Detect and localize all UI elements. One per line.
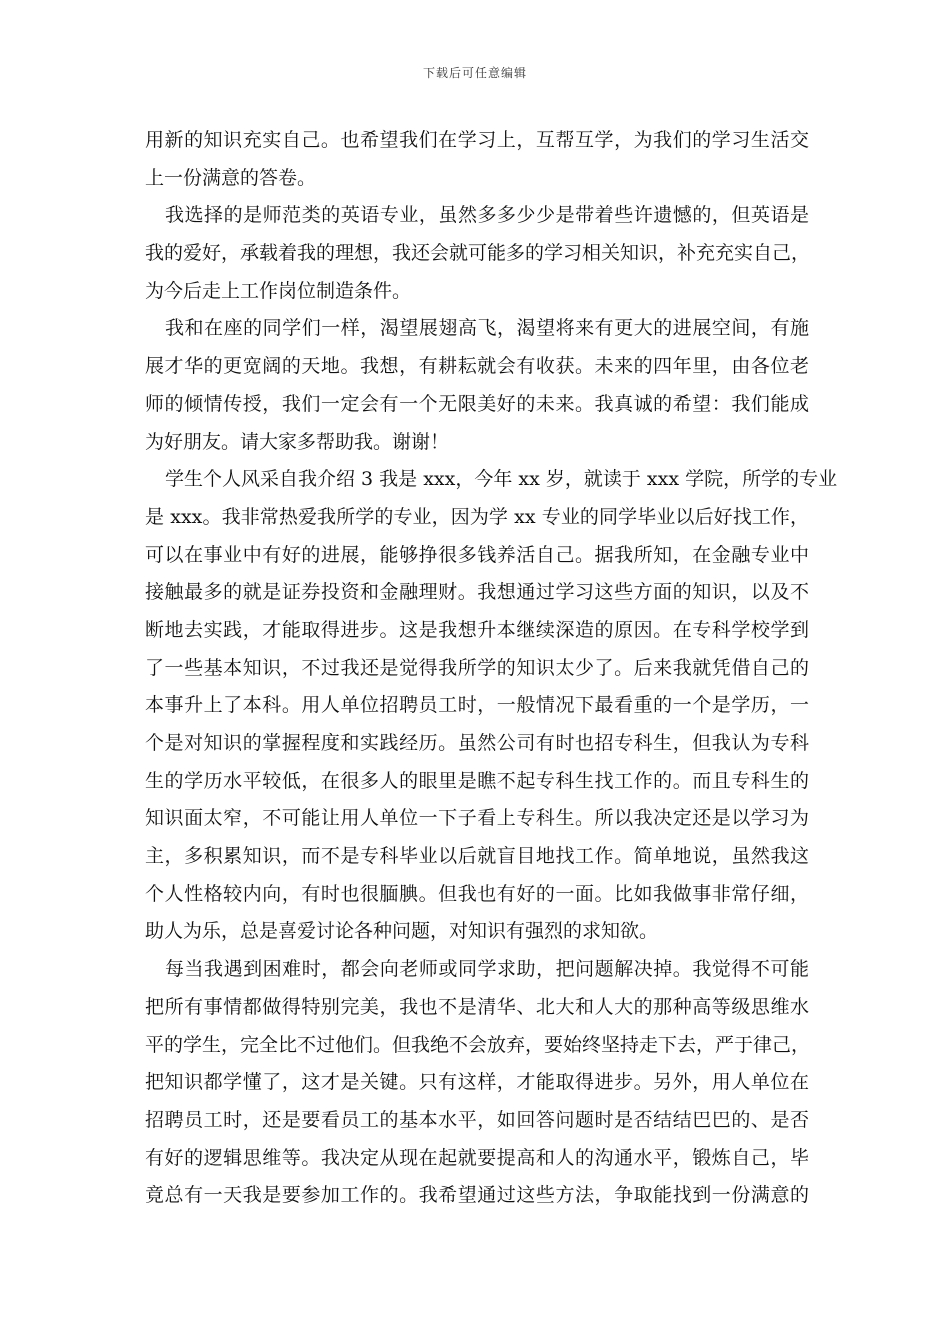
text-line: 上一份满意的答卷。	[145, 166, 317, 189]
text-line: 我的爱好，承载着我的理想，我还会就可能多的学习相关知识，补充充实自己，	[145, 242, 811, 265]
text-line: 是 xxx。我非常热爱我所学的专业，因为学 xx 专业的同学毕业以后好找工作，	[145, 505, 809, 528]
text-line: 每当我遇到困难时，都会向老师或同学求助，把问题解决掉。我觉得不可能	[165, 958, 809, 981]
text-line: 了一些基本知识，不过我还是觉得我所学的知识太少了。后来我就凭借自己的	[145, 656, 809, 679]
text-line: 生的学历水平较低，在很多人的眼里是瞧不起专科生找工作的。而且专科生的	[145, 769, 809, 792]
text-line: 可以在事业中有好的进展，能够挣很多钱养活自己。据我所知，在金融专业中	[145, 543, 809, 566]
text-line: 为好朋友。请大家多帮助我。谢谢！	[145, 430, 450, 453]
text-line: 学生个人风采自我介绍 3 我是 xxx，今年 xx 岁，就读于 xxx 学院，所学的专业	[165, 468, 838, 491]
text-line: 为今后走上工作岗位制造条件。	[145, 279, 412, 302]
text-line: 师的倾情传授，我们一定会有一个无限美好的未来。我真诚的希望：我们能成	[145, 392, 809, 415]
text-line: 助人为乐，总是喜爱讨论各种问题，对知识有强烈的求知欲。	[145, 920, 659, 943]
text-line: 有好的逻辑思维等。我决定从现在起就要提高和人的沟通水平，锻炼自己，毕	[145, 1146, 809, 1169]
text-line: 用新的知识充实自己。也希望我们在学习上，互帮互学，为我们的学习生活交	[145, 129, 809, 151]
text-line: 竟总有一天我是要参加工作的。我希望通过这些方法，争取能找到一份满意的	[145, 1184, 809, 1207]
document-body	[145, 122, 838, 1215]
text-line: 本事升上了本科。用人单位招聘员工时，一般情况下最看重的一个是学历，一	[145, 694, 809, 717]
text-line: 展才华的更宽阔的天地。我想，有耕耘就会有收获。未来的四年里，由各位老	[145, 355, 809, 378]
text-line: 个人性格较内向，有时也很腼腆。但我也有好的一面。比如我做事非常仔细，	[145, 882, 809, 905]
text-line: 我选择的是师范类的英语专业，虽然多多少少是带着些许遗憾的，但英语是	[165, 204, 809, 227]
text-line: 知识面太窄，不可能让用人单位一下子看上专科生。所以我决定还是以学习为	[145, 807, 809, 830]
text-line: 断地去实践，才能取得进步。这是我想升本继续深造的原因。在专科学校学到	[145, 618, 809, 641]
text-line: 把知识都学懂了，这才是关键。只有这样，才能取得进步。另外，用人单位在	[145, 1071, 809, 1094]
text-line: 我和在座的同学们一样，渴望展翅高飞，渴望将来有更大的进展空间，有施	[165, 317, 809, 340]
text-line: 平的学生，完全比不过他们。但我绝不会放弃，要始终坚持走下去，严于律己，	[145, 1033, 811, 1056]
text-line: 招聘员工时，还是要看员工的基本水平，如回答问题时是否结结巴巴的、是否	[145, 1108, 809, 1131]
text-line: 主，多积累知识，而不是专科毕业以后就盲目地找工作。简单地说，虽然我这	[145, 845, 809, 868]
text-line: 把所有事情都做得特别完美，我也不是清华、北大和人大的那种高等级思维水	[145, 995, 809, 1018]
text-line: 接触最多的就是证券投资和金融理财。我想通过学习这些方面的知识，以及不	[145, 581, 809, 604]
text-line: 个是对知识的掌握程度和实践经历。虽然公司有时也招专科生，但我认为专科	[145, 732, 809, 754]
page-header: 下载后可任意编辑	[422, 66, 527, 80]
